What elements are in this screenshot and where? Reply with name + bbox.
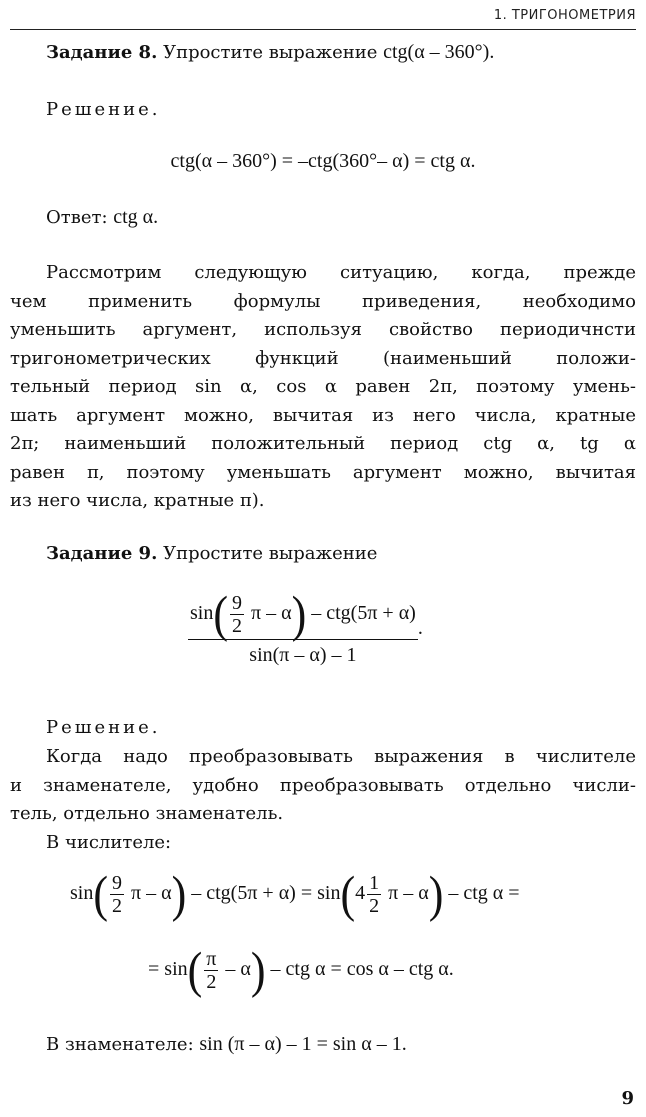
task-8-label: Задание 8. [46,42,158,63]
fraction-nine-halves [230,592,244,637]
paragraph-line: уменьшить аргумент, используя свойство периодичнсти [10,319,636,340]
inner-argument: – α [225,958,251,981]
answer-8 [10,203,636,233]
right-paren: ) [428,865,444,923]
task-9-denominator: sin(π – α) – 1 [249,644,357,666]
task-8-text: Упростите выражение [157,42,384,63]
right-paren: ) [250,941,266,999]
fraction-denominator: 2 [232,615,242,637]
inner-argument: π – α [131,882,172,905]
task-9-text: Упростите выражение [157,543,378,564]
solution-line: и знаменателе, удобно преобразовывать отдельно числи- [10,774,636,796]
fraction-numerator: 9 [232,592,242,614]
paragraph-line: Рассмотрим следующую ситуацию, когда, прежде [46,262,636,283]
task-9-expression [188,585,423,667]
running-head: 1. ТРИГОНОМЕТРИЯ [493,8,636,23]
denominator-label: В знаменателе: [46,1034,200,1055]
denominator-value: sin (π – α) – 1 = sin α – 1. [199,1033,407,1055]
fraction-denominator: 2 [369,895,380,917]
fraction-numerator: 9 [112,872,122,894]
paragraph-line: равен π, поэтому уменьшать аргумент можно, вычитая [10,461,636,483]
right-paren: ) [291,585,307,643]
numerator-formula-1 [70,865,520,923]
ctg-end: – ctg α = [448,882,520,905]
solution-line: Когда надо преобразовывать выражения в числителе [46,746,636,767]
left-paren: ( [93,865,108,923]
denominator-line [10,1030,636,1060]
fraction-denominator: 2 [204,970,218,993]
middle-terms: – ctg(5π + α) = sin [191,882,341,905]
paragraph-line: тельный период sin α, cos α равен 2π, поэтому умень- [10,376,636,397]
left-paren: ( [340,865,356,923]
task-9-numerator [188,585,418,643]
solution-9-label: Решение. [46,717,161,738]
left-paren: ( [213,585,228,643]
fraction-numerator: π [206,948,217,970]
task-9 [10,540,636,569]
paragraph-line: 2π; наименьший положительный период ctg α, tg α [10,433,636,454]
paragraph-line: шать аргумент можно, вычитая из него числа, кратные [10,404,636,426]
explanation-paragraph [10,259,636,516]
sin-text: sin [190,602,214,625]
sin-text: sin [70,882,94,905]
fraction-numerator: 1 [369,872,380,894]
task-8-expression: ctg(α – 360°). [383,41,495,63]
fraction-one-half [367,872,381,917]
solution-8-formula: ctg(α – 360°) = –ctg(360°– α) = ctg α. [170,150,476,172]
header-rule [10,29,636,30]
paragraph-line: тригонометрических функций (наименьший положи- [10,347,636,369]
paragraph-line: чем применить формулы приведения, необходимо [10,290,636,312]
answer-8-value: ctg α. [113,206,159,228]
paragraph-line: из него числа, кратные π). [10,490,265,511]
right-paren: ) [171,865,187,923]
sin-text: = sin [148,958,188,981]
solution-8-label: Решение. [46,99,161,120]
mixed-whole: 4 [355,882,366,905]
answer-8-label: Ответ: [46,207,114,228]
fraction-nine-halves [110,872,124,917]
numerator-formula-2 [148,941,454,999]
numerator-label: В числителе: [46,832,172,853]
task-8 [10,38,636,68]
solution-line: тель, отдельно знаменатель. [10,803,284,824]
inner-argument: π – α [251,602,292,625]
solution-9-text [10,743,636,829]
task-9-label: Задание 9. [46,543,158,564]
left-paren: ( [187,941,203,999]
result-terms: – ctg α = cos α – ctg α. [270,958,454,981]
fraction-denominator: 2 [112,895,122,917]
page-number: 9 [621,1088,634,1109]
ctg-term: – ctg(5π + α) [311,602,416,625]
inner-argument: π – α [388,882,429,905]
expression-period: . [417,617,423,640]
fraction-pi-halves [204,948,218,993]
